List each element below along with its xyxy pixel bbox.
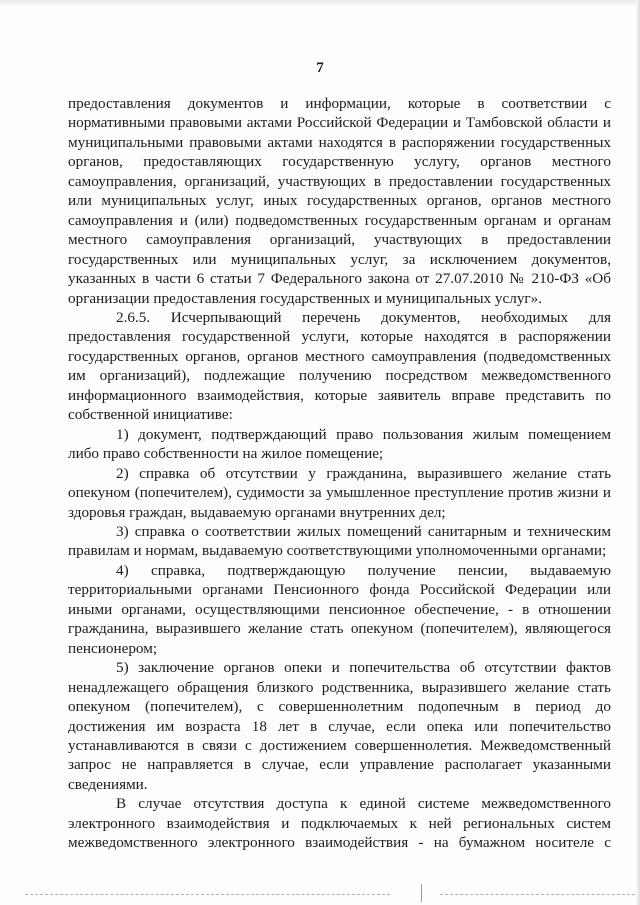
list-item-5: 5) заключение органов опеки и попечительства об отсутствии фактов ненадлежащего обращения близкого родственника, выразившего желание стать опекуном (попечителем), с совершеннолетним подопечным в период до достижения им возраста 18 лет в случае, если опека или попечительство устанавливаются в связи с достижением совершеннолетия. Межведомственный запрос не направляется в случае, если управление располагает указанными сведениями.: [68, 659, 611, 793]
list-item-1: 1) документ, подтверждающий право пользования жилым помещением либо право собственности на жилое помещение;: [68, 425, 611, 463]
list-item-2: 2) справка об отсутствии у гражданина, выразившего желание стать опекуном (попечителем), судимости за умышленное преступление против жизни и здоровья граждан, выдаваемую органами внутренних дел;: [68, 464, 611, 521]
footer-rule-left: [25, 894, 390, 895]
scan-top-edge: [0, 0, 640, 6]
paragraph-2-6-5: 2.6.5. Исчерпывающий перечень документов, необходимых для предоставления государственной услуги, которые находятся в распоряжении государственных органов, органов местного самоуправления (подведомственных им организаций), подлежащие получению посредством межведомственного информационного взаимодействия, которые заявитель вправе представить по собственной инициативе:: [68, 308, 611, 424]
footer-tick-mark: [421, 884, 422, 902]
page-number: 7: [316, 60, 324, 76]
document-body: [68, 94, 611, 853]
list-item-3: 3) справка о соответствии жилых помещений санитарным и техническим правилам и нормам, выдаваемую соответствующими уполномоченными органами;: [68, 522, 611, 560]
paragraph-continuation: предоставления документов и информации, которые в соответствии с нормативными правовыми актами Российской Федерации и Тамбовской области и муниципальными правовыми актами находятся в распоряжении государственных органов, предоставляющих государственную услугу, органов местного самоуправления, организаций, участвующих в предоставлении государственных или муниципальных услуг, иных государственных органов, органов местного самоуправления и (или) подведомственных государственным органам и органам местного самоуправления организаций, участвующих в предоставлении государственных или муниципальных услуг, за исключением документов, указанных в части 6 статьи 7 Федерального закона от 27.07.2010 № 210-ФЗ «Об организации предоставления государственных и муниципальных услуг».: [68, 95, 611, 307]
paragraph-no-access: В случае отсутствия доступа к единой системе межведомственного электронного взаимодействия и подключаемых к ней региональных систем межведомственного электронного взаимодействия - на бумажном носителе с: [68, 795, 611, 852]
footer-rule-right: [440, 894, 635, 895]
list-item-4: 4) справка, подтверждающую получение пенсии, выдаваемую территориальными органами Пенсионного фонда Российской Федерации или иными органами, осуществляющими пенсионное обеспечение, - в отношении гражданина, выразившего желание стать опекуном (попечителем), являющегося пенсионером;: [68, 561, 611, 657]
scan-right-edge: [636, 0, 640, 905]
